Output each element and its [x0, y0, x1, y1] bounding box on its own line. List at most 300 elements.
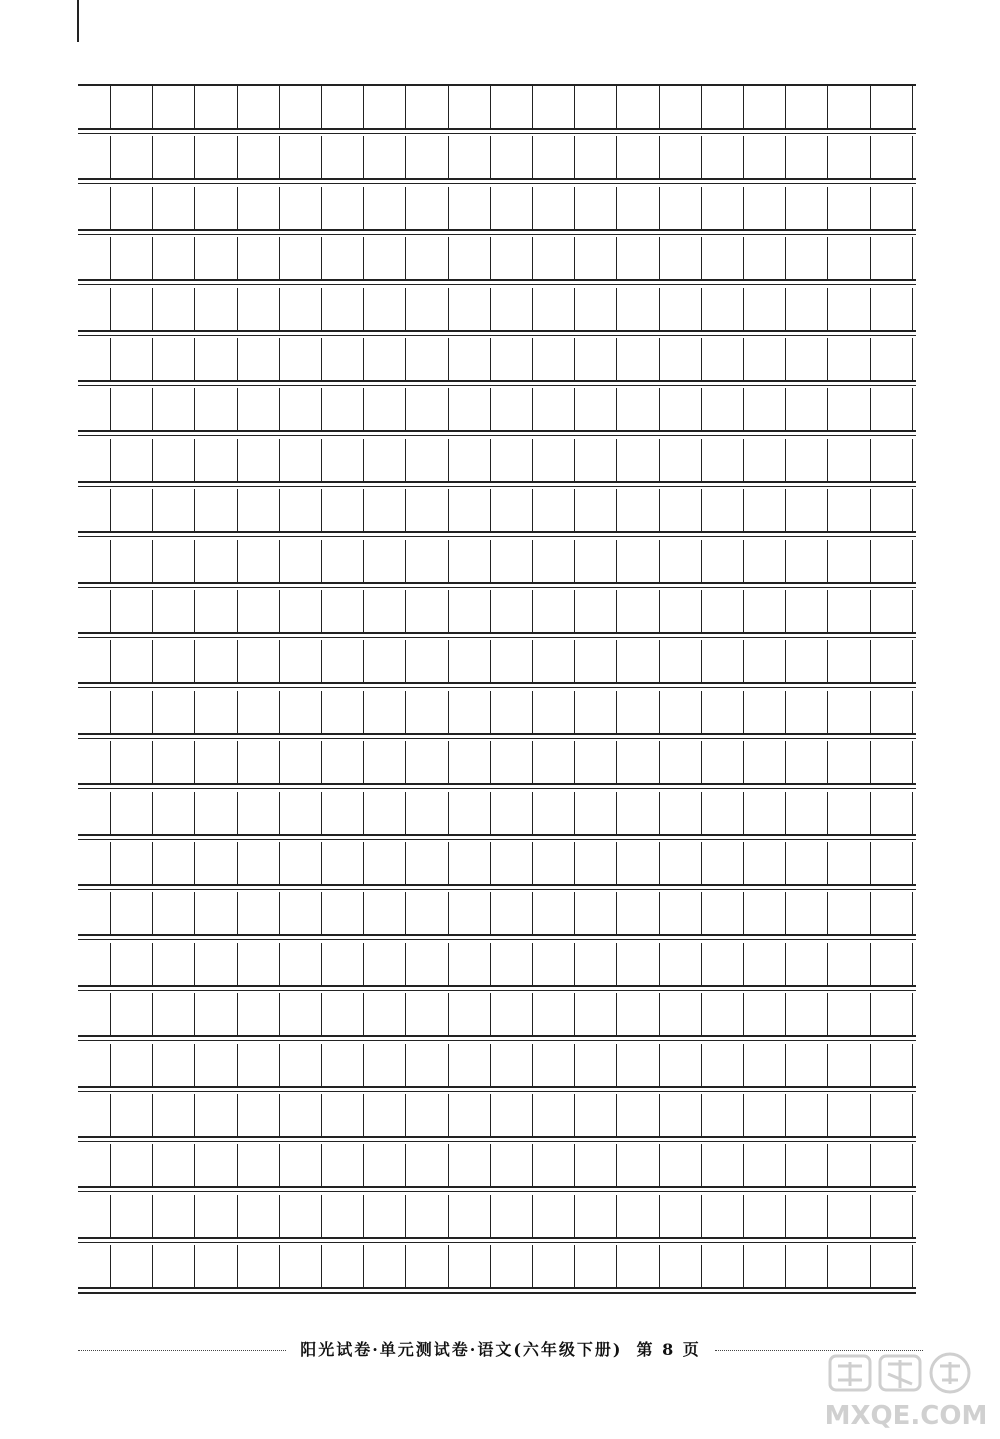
composition-grid-sheet — [78, 84, 916, 1294]
grid-cell — [195, 1144, 237, 1188]
grid-cell — [364, 741, 406, 785]
grid-cell — [617, 1044, 659, 1088]
grid-cell — [786, 640, 828, 684]
grid-cell — [238, 892, 280, 936]
grid-cell — [828, 86, 870, 130]
grid-cell — [280, 943, 322, 987]
grid-cell — [786, 288, 828, 332]
grid-cell — [449, 792, 491, 836]
grid-cell — [280, 1195, 322, 1239]
watermark-text: MXQE.COM — [824, 1401, 988, 1431]
grid-cell — [280, 1044, 322, 1088]
grid-cell — [111, 1044, 153, 1088]
grid-cell — [449, 993, 491, 1037]
grid-cell — [744, 1144, 786, 1188]
grid-margin-cell — [78, 1094, 111, 1138]
grid-cell — [406, 187, 448, 231]
grid-cell — [195, 892, 237, 936]
grid-cell — [491, 86, 533, 130]
grid-row — [78, 741, 916, 785]
grid-cell — [111, 187, 153, 231]
grid-cell — [660, 1144, 702, 1188]
grid-cell — [111, 640, 153, 684]
grid-cell — [364, 691, 406, 735]
grid-cell — [195, 1044, 237, 1088]
grid-cell — [280, 439, 322, 483]
grid-cell — [786, 1195, 828, 1239]
grid-cell — [153, 1195, 195, 1239]
grid-cell — [195, 842, 237, 886]
grid-cell — [153, 439, 195, 483]
grid-row — [78, 338, 916, 382]
grid-cell — [238, 1044, 280, 1088]
grid-cell — [786, 892, 828, 936]
grid-cell — [491, 943, 533, 987]
grid-cell — [744, 388, 786, 432]
grid-margin-cell — [78, 388, 111, 432]
grid-cell — [238, 993, 280, 1037]
grid-cell — [449, 1044, 491, 1088]
grid-cell — [322, 1094, 364, 1138]
grid-cell — [660, 187, 702, 231]
grid-cell — [153, 842, 195, 886]
grid-cell — [153, 540, 195, 584]
grid-cell — [533, 1044, 575, 1088]
grid-cell — [871, 136, 913, 180]
grid-cell — [111, 1144, 153, 1188]
grid-cell — [786, 993, 828, 1037]
grid-cell — [238, 540, 280, 584]
binding-mark — [77, 0, 79, 42]
grid-cell — [617, 489, 659, 533]
row-gap-line — [78, 788, 916, 789]
grid-cell — [491, 388, 533, 432]
grid-cell — [744, 86, 786, 130]
grid-cell — [449, 86, 491, 130]
grid-cell — [533, 489, 575, 533]
grid-cell — [702, 1245, 744, 1289]
grid-cell — [406, 86, 448, 130]
grid-cell — [871, 640, 913, 684]
grid-cell — [364, 540, 406, 584]
grid-row — [78, 842, 916, 886]
grid-margin-cell — [78, 1144, 111, 1188]
grid-cell — [238, 288, 280, 332]
grid-cell — [111, 1195, 153, 1239]
grid-cell — [406, 1094, 448, 1138]
grid-cell — [406, 288, 448, 332]
grid-cell — [238, 691, 280, 735]
grid-cell — [786, 691, 828, 735]
grid-cell — [322, 1195, 364, 1239]
grid-cell — [238, 489, 280, 533]
grid-cell — [533, 388, 575, 432]
grid-cell — [406, 590, 448, 634]
grid-cell — [195, 136, 237, 180]
grid-cell — [406, 237, 448, 281]
grid-cell — [449, 1195, 491, 1239]
grid-cell — [786, 1044, 828, 1088]
grid-cell — [280, 640, 322, 684]
grid-cell — [491, 136, 533, 180]
grid-cell — [491, 993, 533, 1037]
grid-row — [78, 892, 916, 936]
grid-cell — [744, 892, 786, 936]
row-gap-line — [78, 435, 916, 436]
grid-cell — [449, 489, 491, 533]
grid-cell — [871, 388, 913, 432]
grid-cell — [449, 590, 491, 634]
grid-cell — [364, 892, 406, 936]
grid-row — [78, 590, 916, 634]
grid-cell — [364, 338, 406, 382]
grid-cell — [702, 288, 744, 332]
grid-cell — [702, 540, 744, 584]
grid-cell — [533, 993, 575, 1037]
grid-cell — [617, 892, 659, 936]
grid-cell — [322, 136, 364, 180]
grid-cell — [702, 1144, 744, 1188]
grid-cell — [744, 489, 786, 533]
grid-cell — [195, 1245, 237, 1289]
grid-cell — [238, 943, 280, 987]
grid-cell — [153, 489, 195, 533]
grid-row — [78, 1094, 916, 1138]
grid-cell — [449, 439, 491, 483]
grid-cell — [406, 1044, 448, 1088]
grid-cell — [617, 338, 659, 382]
grid-cell — [364, 993, 406, 1037]
grid-cell — [660, 1044, 702, 1088]
grid-cell — [828, 136, 870, 180]
grid-cell — [153, 691, 195, 735]
grid-margin-cell — [78, 640, 111, 684]
grid-margin-cell — [78, 792, 111, 836]
grid-cell — [322, 1044, 364, 1088]
grid-cell — [660, 439, 702, 483]
grid-cell — [871, 943, 913, 987]
grid-margin-cell — [78, 892, 111, 936]
grid-cell — [195, 691, 237, 735]
grid-cell — [238, 842, 280, 886]
row-gap-line — [78, 738, 916, 739]
grid-cell — [364, 86, 406, 130]
grid-cell — [195, 590, 237, 634]
grid-cell — [575, 237, 617, 281]
grid-cell — [406, 540, 448, 584]
grid-cell — [617, 1144, 659, 1188]
grid-margin-cell — [78, 1195, 111, 1239]
grid-cell — [364, 1144, 406, 1188]
grid-cell — [322, 792, 364, 836]
grid-cell — [280, 388, 322, 432]
grid-cell — [871, 993, 913, 1037]
grid-cell — [575, 993, 617, 1037]
grid-cell — [491, 892, 533, 936]
grid-cell — [406, 993, 448, 1037]
grid-cell — [575, 439, 617, 483]
grid-cell — [238, 237, 280, 281]
grid-cell — [406, 842, 448, 886]
grid-margin-cell — [78, 691, 111, 735]
grid-cell — [828, 439, 870, 483]
grid-cell — [871, 842, 913, 886]
grid-cell — [153, 237, 195, 281]
grid-cell — [491, 489, 533, 533]
grid-cell — [702, 1044, 744, 1088]
grid-cell — [238, 1094, 280, 1138]
grid-cell — [617, 540, 659, 584]
grid-cell — [111, 439, 153, 483]
grid-cell — [786, 237, 828, 281]
grid-cell — [449, 741, 491, 785]
grid-cell — [364, 489, 406, 533]
grid-cell — [575, 590, 617, 634]
grid-cell — [702, 187, 744, 231]
grid-cell — [744, 540, 786, 584]
grid-row — [78, 640, 916, 684]
grid-cell — [322, 338, 364, 382]
grid-cell — [702, 892, 744, 936]
grid-cell — [322, 590, 364, 634]
grid-cell — [575, 842, 617, 886]
grid-cell — [449, 892, 491, 936]
grid-cell — [660, 388, 702, 432]
grid-cell — [744, 288, 786, 332]
grid-cell — [660, 792, 702, 836]
grid-cell — [153, 1094, 195, 1138]
grid-cell — [575, 640, 617, 684]
grid-cell — [111, 388, 153, 432]
row-gap-line — [78, 335, 916, 336]
grid-cell — [660, 691, 702, 735]
grid-cell — [406, 943, 448, 987]
row-gap-line — [78, 587, 916, 588]
grid-cell — [617, 136, 659, 180]
grid-cell — [111, 489, 153, 533]
grid-cell — [786, 1094, 828, 1138]
grid-cell — [238, 590, 280, 634]
grid-cell — [533, 943, 575, 987]
grid-cell — [153, 86, 195, 130]
grid-cell — [491, 237, 533, 281]
grid-cell — [617, 1094, 659, 1138]
grid-cell — [533, 237, 575, 281]
grid-cell — [617, 993, 659, 1037]
grid-cell — [111, 86, 153, 130]
grid-cell — [617, 792, 659, 836]
footer-dotted-line-right — [715, 1350, 923, 1351]
grid-cell — [153, 338, 195, 382]
grid-cell — [322, 439, 364, 483]
grid-margin-cell — [78, 842, 111, 886]
grid-cell — [111, 136, 153, 180]
grid-cell — [828, 792, 870, 836]
row-gap-line — [78, 1091, 916, 1092]
grid-cell — [322, 86, 364, 130]
grid-cell — [280, 993, 322, 1037]
grid-cell — [575, 86, 617, 130]
grid-cell — [702, 590, 744, 634]
grid-cell — [702, 993, 744, 1037]
grid-cell — [364, 136, 406, 180]
grid-cell — [238, 1245, 280, 1289]
grid-cell — [702, 439, 744, 483]
grid-cell — [533, 439, 575, 483]
grid-cell — [364, 842, 406, 886]
grid-cell — [449, 1245, 491, 1289]
grid-cell — [153, 1144, 195, 1188]
row-gap-line — [78, 486, 916, 487]
grid-cell — [491, 741, 533, 785]
grid-cell — [153, 741, 195, 785]
grid-cell — [406, 741, 448, 785]
grid-cell — [533, 187, 575, 231]
grid-row — [78, 1144, 916, 1188]
grid-cell — [322, 288, 364, 332]
grid-row — [78, 1044, 916, 1088]
grid-margin-cell — [78, 741, 111, 785]
grid-cell — [575, 943, 617, 987]
grid-cell — [660, 540, 702, 584]
grid-cell — [322, 187, 364, 231]
grid-cell — [828, 388, 870, 432]
grid-cell — [617, 1195, 659, 1239]
grid-cell — [617, 288, 659, 332]
grid-cell — [575, 288, 617, 332]
grid-cell — [871, 1195, 913, 1239]
grid-cell — [533, 338, 575, 382]
grid-cell — [533, 640, 575, 684]
grid-cell — [364, 792, 406, 836]
grid-cell — [786, 439, 828, 483]
grid-margin-cell — [78, 993, 111, 1037]
grid-cell — [491, 439, 533, 483]
grid-cell — [617, 842, 659, 886]
grid-cell — [195, 943, 237, 987]
grid-cell — [575, 1094, 617, 1138]
grid-cell — [786, 1144, 828, 1188]
grid-cell — [364, 439, 406, 483]
grid-cell — [238, 1195, 280, 1239]
grid-cell — [575, 691, 617, 735]
grid-cell — [828, 691, 870, 735]
grid-cell — [828, 1144, 870, 1188]
grid-cell — [744, 842, 786, 886]
grid-cell — [660, 842, 702, 886]
grid-cell — [322, 388, 364, 432]
grid-cell — [491, 288, 533, 332]
grid-cell — [575, 741, 617, 785]
grid-cell — [449, 338, 491, 382]
grid-cell — [449, 237, 491, 281]
grid-cell — [153, 1044, 195, 1088]
row-gap-line — [78, 234, 916, 235]
grid-row — [78, 187, 916, 231]
grid-cell — [280, 1144, 322, 1188]
grid-cell — [533, 892, 575, 936]
grid-cell — [575, 187, 617, 231]
grid-cell — [828, 1245, 870, 1289]
grid-row — [78, 439, 916, 483]
grid-cell — [491, 1195, 533, 1239]
grid-cell — [617, 943, 659, 987]
grid-cell — [491, 590, 533, 634]
grid-cell — [533, 691, 575, 735]
grid-cell — [195, 338, 237, 382]
grid-cell — [828, 237, 870, 281]
grid-cell — [702, 943, 744, 987]
grid-row — [78, 540, 916, 584]
grid-cell — [575, 540, 617, 584]
grid-cell — [617, 691, 659, 735]
grid-margin-cell — [78, 540, 111, 584]
grid-cell — [828, 892, 870, 936]
grid-cell — [449, 540, 491, 584]
row-gap-line — [78, 1191, 916, 1192]
row-gap-line — [78, 637, 916, 638]
grid-cell — [195, 439, 237, 483]
grid-cell — [491, 792, 533, 836]
grid-cell — [660, 1094, 702, 1138]
grid-cell — [617, 86, 659, 130]
grid-cell — [871, 741, 913, 785]
page-number: 第 8 页 — [636, 1339, 701, 1359]
grid-cell — [449, 288, 491, 332]
grid-cell — [533, 590, 575, 634]
grid-cell — [828, 187, 870, 231]
grid-cell — [871, 187, 913, 231]
row-gap-line — [78, 385, 916, 386]
grid-cell — [364, 237, 406, 281]
grid-cell — [871, 792, 913, 836]
grid-cell — [533, 136, 575, 180]
grid-cell — [702, 741, 744, 785]
grid-cell — [744, 590, 786, 634]
grid-cell — [322, 640, 364, 684]
grid-cell — [871, 892, 913, 936]
grid-cell — [322, 1245, 364, 1289]
grid-cell — [744, 792, 786, 836]
grid-cell — [575, 1245, 617, 1289]
grid-cell — [828, 1195, 870, 1239]
grid-cell — [322, 691, 364, 735]
grid-cell — [786, 187, 828, 231]
grid-row — [78, 489, 916, 533]
grid-cell — [575, 892, 617, 936]
grid-cell — [322, 943, 364, 987]
grid-cell — [153, 943, 195, 987]
grid-cell — [786, 842, 828, 886]
grid-cell — [617, 187, 659, 231]
grid-cell — [195, 1094, 237, 1138]
grid-cell — [660, 892, 702, 936]
grid-cell — [786, 943, 828, 987]
grid-row — [78, 993, 916, 1037]
row-gap-line — [78, 1040, 916, 1041]
grid-cell — [195, 741, 237, 785]
grid-margin-cell — [78, 1245, 111, 1289]
grid-cell — [280, 237, 322, 281]
grid-row — [78, 691, 916, 735]
footer-title: 阳光试卷·单元测试卷·语文(六年级下册) — [300, 1339, 623, 1359]
grid-cell — [575, 388, 617, 432]
grid-cell — [449, 691, 491, 735]
grid-cell — [660, 489, 702, 533]
grid-cell — [322, 237, 364, 281]
grid-cell — [871, 288, 913, 332]
grid-cell — [744, 993, 786, 1037]
